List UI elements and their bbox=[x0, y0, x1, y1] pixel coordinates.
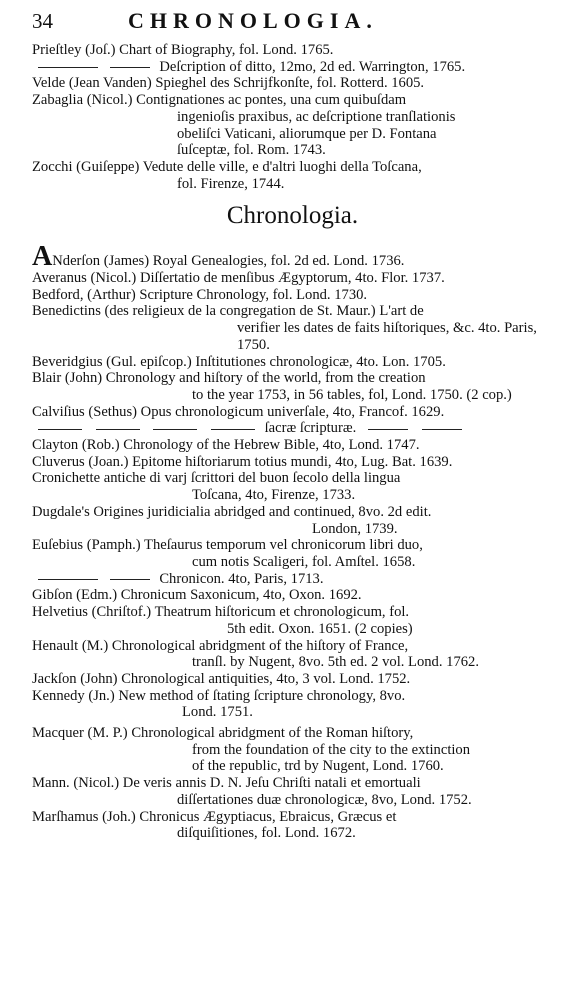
entry-text: ſuſceptæ, fol. Rom. 1743. bbox=[177, 142, 326, 159]
entry-text: Theſaurus temporum vel chronicorum libri duo, bbox=[144, 537, 423, 554]
entry-text: obeliſci Vaticani, aliorumque per D. Fontana bbox=[177, 125, 437, 142]
entry-text: Dugdale's Origines juridicialia abridged and continued, 8vo. 2d edit. bbox=[32, 503, 432, 520]
entry-jackson bbox=[32, 671, 553, 688]
entry-author: Kennedy (Jn.) bbox=[32, 687, 115, 704]
entry-author: Helvetius (Chriſtof.) bbox=[32, 604, 152, 621]
entry-text: to the year 1753, in 56 tables, fol, Lond. 1750. (2 cop.) bbox=[192, 386, 512, 403]
entry-zabaglia bbox=[32, 92, 553, 159]
entry-velde bbox=[32, 75, 553, 92]
entry-author: Benedictins (des religieux de la congregation de St. Maur.) bbox=[32, 303, 376, 320]
entry-text: cum notis Scaligeri, fol. Amſtel. 1658. bbox=[192, 553, 416, 570]
ditto-dash bbox=[211, 429, 255, 430]
entry-author: Jackſon (John) bbox=[32, 670, 118, 687]
entry-text: Chronicum Saxonicum, 4to, Oxon. 1692. bbox=[120, 587, 362, 604]
entry-bedford bbox=[32, 287, 553, 304]
entry-author: Calviſius (Sethus) bbox=[32, 403, 137, 420]
entry-text: tranſl. by Nugent, 8vo. 5th ed. 2 vol. Lond. 1762. bbox=[192, 654, 479, 671]
entry-text: Royal Genealogies, fol. 2d ed. Lond. 1736. bbox=[152, 253, 405, 270]
drop-cap: A bbox=[32, 241, 53, 273]
entry-author: Macquer (M. P.) bbox=[32, 725, 128, 742]
entry-text: Chronicon. 4to, Paris, 1713. bbox=[159, 570, 324, 587]
entry-author: Nderſon (James) bbox=[52, 253, 150, 270]
entry-text: Vedute delle ville, e d'altri luoghi della Toſcana, bbox=[142, 158, 422, 175]
entry-author: Euſebius (Pamph.) bbox=[32, 537, 141, 554]
entry-text: ingenioſis praxibus, ac deſcriptione tranſlationis bbox=[177, 108, 456, 125]
entry-marshamus bbox=[32, 809, 553, 842]
entry-author: Marſhamus (Joh.) bbox=[32, 808, 136, 825]
entry-benedictins bbox=[32, 303, 553, 353]
ditto-dash bbox=[38, 579, 98, 580]
entry-eusebius-ditto bbox=[32, 571, 553, 588]
entry-cronichette bbox=[32, 470, 553, 503]
entry-text: verifier les dates de faits hiſtoriques, &c. 4to. Paris, 1750. bbox=[237, 320, 537, 353]
entry-author: Gibſon (Edm.) bbox=[32, 587, 118, 604]
entry-author: Cluverus (Joan.) bbox=[32, 453, 129, 470]
entry-text: Chronology and hiſtory of the world, from the creation bbox=[105, 370, 426, 387]
entry-text: Chart of Biography, fol. Lond. 1765. bbox=[119, 42, 334, 58]
entry-author: Bedford, (Arthur) bbox=[32, 286, 136, 303]
entry-priestley-ditto bbox=[32, 59, 553, 76]
page-number: 34 bbox=[32, 9, 53, 33]
ditto-dash bbox=[422, 429, 462, 430]
entry-author: Clayton (Rob.) bbox=[32, 437, 120, 454]
entry-clayton bbox=[32, 437, 553, 454]
entry-text: Epitome hiſtoriarum totius mundi, 4to, Lug. Bat. 1639. bbox=[132, 453, 453, 470]
entry-cluverus bbox=[32, 454, 553, 471]
entry-text: Chronological abridgment of the hiſtory of France, bbox=[111, 637, 409, 654]
entry-zocchi bbox=[32, 159, 553, 192]
entry-mann bbox=[32, 775, 553, 808]
entry-text: New method of ſtating ſcripture chronology, 8vo. bbox=[118, 687, 406, 704]
entry-text: diſquiſitiones, fol. Lond. 1672. bbox=[177, 825, 356, 842]
ditto-dash bbox=[38, 67, 98, 68]
ditto-dash bbox=[38, 429, 82, 430]
entry-calvisius bbox=[32, 404, 553, 421]
entry-beveridgius bbox=[32, 354, 553, 371]
entry-helvetius bbox=[32, 604, 553, 637]
entry-author: Henault (M.) bbox=[32, 637, 109, 654]
entry-author: Blair (John) bbox=[32, 370, 103, 387]
entry-blair bbox=[32, 370, 553, 403]
entry-text: 5th edit. Oxon. 1651. (2 copies) bbox=[227, 620, 413, 637]
entry-anderson bbox=[32, 241, 553, 273]
entry-text: London, 1739. bbox=[312, 520, 398, 537]
entry-text: from the foundation of the city to the extinction bbox=[192, 741, 471, 758]
entry-text: Deſcription of ditto, 12mo, 2d ed. Warrington, 1765. bbox=[159, 58, 466, 75]
entry-text: of the republic, trd by Nugent, Lond. 1760. bbox=[192, 758, 444, 775]
entry-author: Velde (Jean Vanden) bbox=[32, 75, 152, 92]
entry-text: ſacræ ſcripturæ. bbox=[264, 420, 357, 437]
entry-text: Spieghel des Schrijfkonſte, fol. Rotterd. 1605. bbox=[155, 75, 425, 92]
entry-macquer bbox=[32, 725, 553, 775]
entry-text: Cronichette antiche di varj ſcrittori del buon ſecolo della lingua bbox=[32, 470, 401, 487]
running-title: CHRONOLOGIA. bbox=[128, 8, 378, 33]
entry-priestley bbox=[32, 42, 553, 59]
entry-text: Chronicus Ægyptiacus, Ebraicus, Græcus et bbox=[139, 808, 397, 825]
entry-text: Diſſertatio de menſibus Ægyptorum, 4to. Flor. 1737. bbox=[139, 270, 445, 287]
ditto-dash bbox=[110, 579, 150, 580]
entry-calvisius-ditto bbox=[32, 420, 553, 437]
entry-text: De veris annis D. N. Jeſu Chriſti natali et emortuali bbox=[122, 775, 421, 792]
section-title: Chronologia. bbox=[226, 202, 359, 230]
entry-author: Beveridgius (Gul. epiſcop.) bbox=[32, 353, 192, 370]
ditto-dash bbox=[153, 429, 197, 430]
entry-author: Averanus (Nicol.) bbox=[32, 270, 137, 287]
entry-text: Chronological abridgment of the Roman hiſtory, bbox=[131, 725, 414, 742]
entry-author: Prieſtley (Joſ.) bbox=[32, 42, 116, 58]
entry-text: Lond. 1751. bbox=[182, 704, 253, 721]
entry-eusebius bbox=[32, 537, 553, 570]
entry-text: Theatrum hiſtoricum et chronologicum, fol. bbox=[154, 604, 410, 621]
entry-text: L'art de bbox=[379, 303, 424, 320]
entry-kennedy bbox=[32, 688, 553, 721]
entry-text: Contignationes ac pontes, una cum quibuſdam bbox=[136, 92, 407, 109]
entry-text: Chronological antiquities, 4to, 3 vol. Lond. 1752. bbox=[121, 670, 411, 687]
entry-text: Chronology of the Hebrew Bible, 4to, Lond. 1747. bbox=[123, 437, 420, 454]
entry-author: Zocchi (Guiſeppe) bbox=[32, 158, 140, 175]
entry-dugdale bbox=[32, 504, 553, 537]
ditto-dash bbox=[96, 429, 140, 430]
entry-text: Scripture Chronology, fol. Lond. 1730. bbox=[139, 286, 368, 303]
entry-author: Mann. (Nicol.) bbox=[32, 775, 120, 792]
page-header bbox=[32, 8, 553, 42]
entry-averanus bbox=[32, 270, 553, 287]
ditto-dash bbox=[368, 429, 408, 430]
ditto-dash bbox=[110, 67, 150, 68]
entry-text: diſſertationes duæ chronologicæ, 8vo, Lond. 1752. bbox=[177, 791, 472, 808]
entry-text: Inſtitutiones chronologicæ, 4to. Lon. 1705. bbox=[195, 353, 446, 370]
entry-text: fol. Firenze, 1744. bbox=[177, 175, 285, 192]
entry-gibson bbox=[32, 587, 553, 604]
entry-text: Toſcana, 4to, Firenze, 1733. bbox=[192, 487, 356, 504]
entry-author: Zabaglia (Nicol.) bbox=[32, 92, 133, 109]
entry-text: Opus chronologicum univerſale, 4to, Francof. 1629. bbox=[140, 403, 445, 420]
entry-henault bbox=[32, 638, 553, 671]
